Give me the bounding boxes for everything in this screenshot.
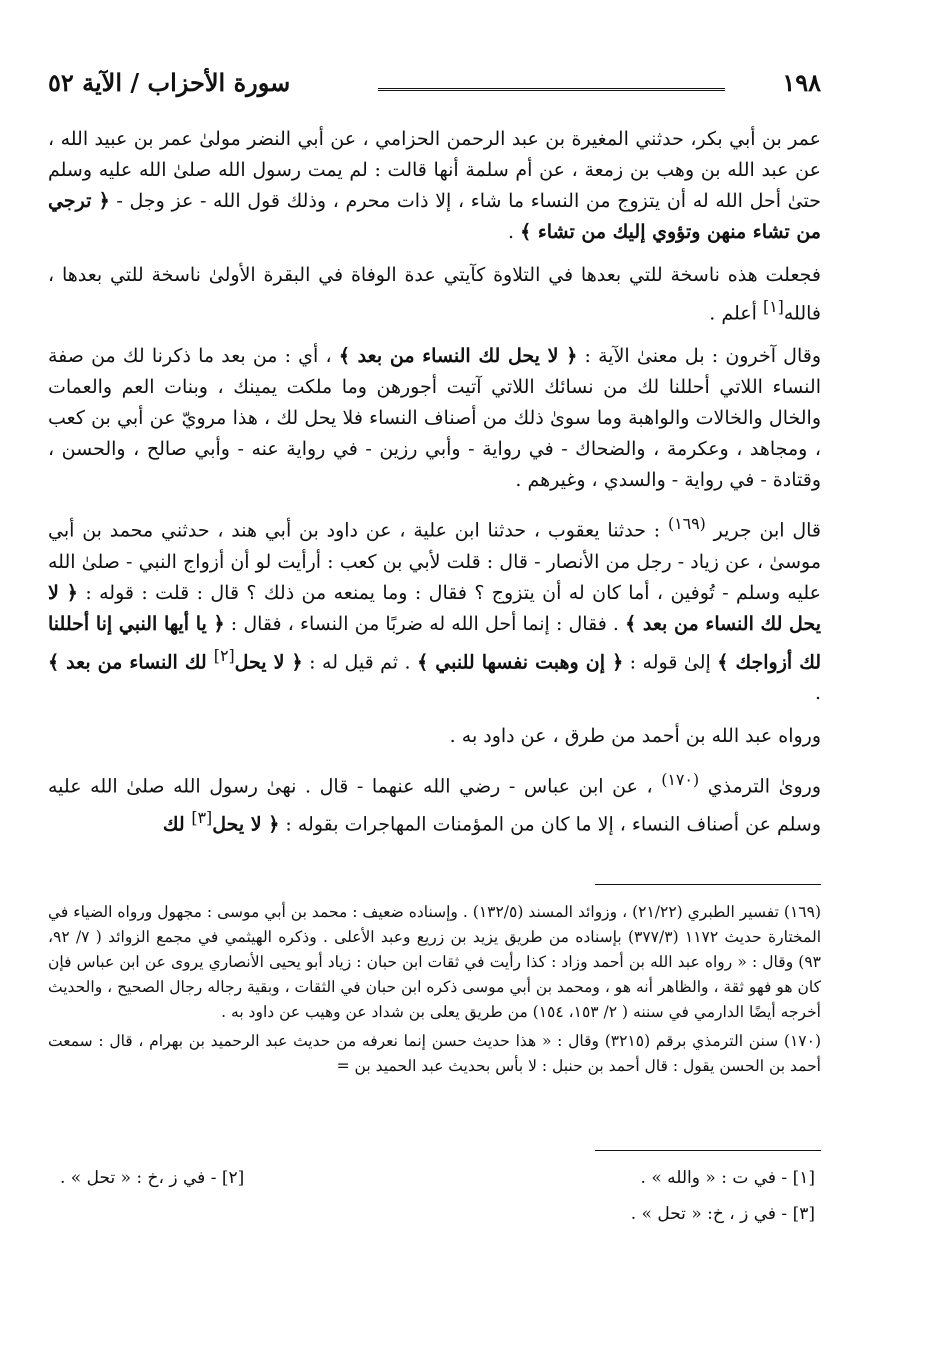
paragraph-3 bbox=[48, 341, 821, 496]
page-number: ١٩٨ bbox=[782, 68, 821, 97]
textual-variants bbox=[60, 1160, 815, 1232]
quran-verse: ﴿ ترجي من تشاء منهن وتؤوي إليك من تشاء ﴾ bbox=[48, 190, 821, 243]
footnote-separator bbox=[595, 884, 821, 885]
text-span: عمر بن أبي بكر، حدثني المغيرة بن عبد الرحمن الحزامي ، عن أبي النضر مولىٰ عمر بن عبيد الله ، عن عبد الله بن وهب بن زمعة ، عن أم سلمة أنها قالت : لم يمت رسول الله صلىٰ الله عليه وسلم حتىٰ أحل الله له أن يتزوج من النساء ما شاء ، إلا ذات محرم ، وذلك قول الله - عز وجل - bbox=[48, 128, 821, 212]
quran-verse: ﴿ لا يحل لك النساء من بعد ﴾ bbox=[48, 581, 821, 635]
variant-row bbox=[60, 1160, 815, 1196]
text-span: ، عن ابن عباس - رضي الله عنهما - قال . نهىٰ رسول الله صلىٰ الله عليه وسلم عن أصناف النساء ، إلا ما كان من المؤمنات المهاجرات بقوله : bbox=[48, 775, 821, 836]
text-span: فجعلت هذه ناسخة للتي بعدها في التلاوة كآيتي عدة الوفاة في البقرة الأولىٰ ناسخة للتي بعدها ، فالله bbox=[48, 264, 821, 325]
paragraph-5: ورواه عبد الله بن أحمد من طرق ، عن داود به . bbox=[449, 724, 821, 747]
quran-verse: ﴿ لا يحل لك النساء من بعد ﴾ bbox=[338, 345, 578, 368]
quran-verse: لك bbox=[162, 813, 192, 836]
text-span: ، أي : من بعد ما ذكرنا لك من صفة النساء اللاتي أحللنا لك من نسائك اللاتي آتيت أجورهن وما ملكت يمينك ، وبنات العم والعمات والخال والخالات والواهبة وما سوىٰ ذلك من أصناف النساء فلا يحل لك ، هذا مرويّ عن أبي بن كعب ، ومجاهد ، وعكرمة ، والضحاك - في رواية - وأبي رزين - في رواية عنه - وأبي صالح ، والحسن ، وقتادة - في رواية - والسدي ، وغيرهم . bbox=[48, 345, 821, 492]
footnote-169: (١٦٩) تفسير الطبري (٢١/٢٢) ، وزوائد المسند (١٣٢/٥) . وإسناده ضعيف : محمد بن أبي موسى : مجهول ورواه الضياء في المختارة حديث ١١٧٢ (٣٧٧/٣) بإسناده من طريق يزيد بن زريع وعبد الأعلى . وذكره الهيثمي في مجمع الزوائد ( ٧/ ٩٢، ٩٣) وقال : « رواه عبد الله بن أحمد وزاد : كذا رأيت في ثقات ابن حبان : زياد أبو يحيى الأنصاري يروى عن ابن عباس فإن كان هو فهو ثقة ، والظاهر أنه هو ، ومحمد بن أبي موسى ذكره ابن حبان في الثقات ، وبقية رجاله رجال الصحيح ، والحديث أخرجه أيضًا الدارمي في سننه ( ٢/ ١٥٣، ١٥٤) من طريق يعلى بن شداد عن وهيب عن داود به . bbox=[48, 903, 821, 1021]
paragraph-1 bbox=[48, 124, 821, 248]
variant-note-ref: [٢] bbox=[213, 645, 235, 665]
page-header bbox=[48, 62, 821, 102]
quran-verse: لك النساء من بعد ﴾ bbox=[48, 650, 214, 673]
variant-note-ref: [٣] bbox=[191, 808, 213, 828]
main-text bbox=[48, 124, 821, 853]
text-span: . ثم قيل له : bbox=[302, 650, 418, 673]
variant-note-ref: [١] bbox=[762, 297, 784, 316]
text-span: : حدثنا يعقوب ، حدثنا ابن علية ، عن داود بن أبي هند ، حدثني محمد بن أبي موسىٰ ، عن زياد - رجل من الأنصار - قال : قلت لأبي بن كعب : أرأيت لو أن أزواج النبي - صلىٰ الله عليه وسلم - تُوفين ، أما كان له أن يتزوج ؟ فقال : وما يمنعه من ذلك ؟ قال : قلت : قوله : bbox=[48, 519, 821, 604]
text-span: . bbox=[507, 221, 521, 243]
variants-separator bbox=[595, 1150, 821, 1151]
footnote-ref: (١٧٠) bbox=[661, 769, 700, 789]
quran-verse: ﴿ لا يحل bbox=[234, 650, 303, 673]
variant-note-2: [٢] - في ز ،خ : « تحل » . bbox=[60, 1168, 245, 1188]
text-span: أعلم . bbox=[709, 302, 763, 325]
variant-note-3: [٣] - في ز ، خ: « تحل » . bbox=[630, 1204, 815, 1224]
text-span: قال ابن جرير bbox=[705, 519, 821, 542]
footnote-170: (١٧٠) سنن الترمذي برقم (٣٢١٥) وقال : « هذا حديث حسن إنما نعرفه من حديث عبد الرحميد بن بهرام ، قال : سمعت أحمد بن الحسن يقول : قال أحمد بن حنبل : لا بأس بحديث عبد الحميد بن = bbox=[48, 1032, 822, 1075]
text-span: . bbox=[814, 681, 821, 704]
quran-verse: ﴿ يا أيها النبي إنا أحللنا لك أزواجك ﴾ bbox=[48, 612, 822, 673]
paragraph-4 bbox=[48, 508, 821, 709]
header-rule bbox=[378, 88, 725, 91]
text-span: وروىٰ الترمذي bbox=[699, 775, 821, 798]
text-span: وقال آخرون : بل معنىٰ الآية : bbox=[577, 345, 821, 368]
quran-verse: ﴿ لا يحل bbox=[212, 813, 280, 836]
quran-verse: ﴿ إن وهبت نفسها للنبي ﴾ bbox=[417, 650, 624, 673]
paragraph-6 bbox=[48, 764, 821, 841]
variant-note-1: [١] - في ت : « والله » . bbox=[640, 1168, 815, 1188]
paragraph-2 bbox=[48, 260, 821, 329]
footnote-ref: (١٦٩) bbox=[667, 514, 706, 534]
variant-row bbox=[60, 1196, 815, 1232]
surah-title: سورة الأحزاب / الآية ٥٢ bbox=[48, 68, 291, 97]
text-span: إلىٰ قوله : bbox=[623, 650, 718, 673]
footnotes bbox=[48, 900, 821, 1083]
text-span: . فقال : إنما أحل الله له ضربًا من النساء ، فقال : bbox=[224, 612, 626, 635]
